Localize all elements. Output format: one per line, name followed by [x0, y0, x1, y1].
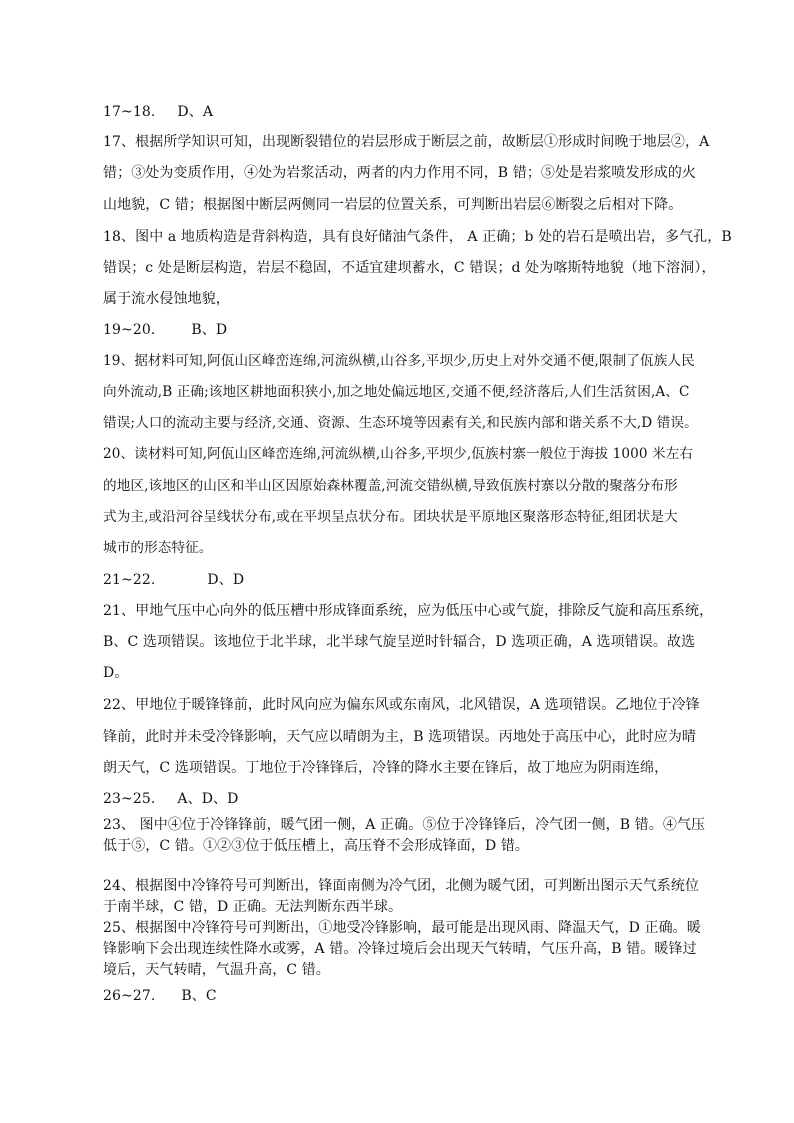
explanation-22-line-1: 22、甲地位于暖锋锋前，此时风向应为偏东风或东南风，北风错误，A 选项错误。乙地位于冷锋: [103, 697, 700, 713]
explanation-18-line-2: 错误；c 处是断层构造，岩层不稳固，不适宜建坝蓄水，C 错误；d 处为喀斯特地貌（地下溶洞），: [103, 260, 716, 276]
explanation-25-line-2: 锋影响下会出现连续性降水或雾，A 错。冷锋过境后会出现天气转晴，气压升高，B 错。暖锋过: [103, 941, 697, 957]
answer-line-17-18: [103, 102, 213, 122]
answer-line-19-20: [103, 320, 227, 340]
explanation-23-line-2: 低于⑤，C 错。①②③位于低压槽上，高压脊不会形成锋面，D 错。: [103, 838, 530, 854]
explanation-17-line-1: 17、根据所学知识可知，出现断裂错位的岩层形成于断层之前，故断层①形成时间晚于地层②，A: [103, 134, 710, 150]
explanation-25-line-1: 25、根据图中冷锋符号可判断出，①地受冷锋影响，最可能是出现风雨、降温天气，D 正确。暖: [103, 920, 701, 936]
explanation-19-line-2: 向外流动,B 正确;该地区耕地面积狭小,加之地处偏远地区,交通不便,经济落后,人们生活贫困,A、C: [103, 384, 690, 400]
explanation-19-line-3: 错误;人口的流动主要与经济,交通、资源、生态环境等因素有关,和民族内部和谐关系不大,D 错误。: [103, 415, 698, 431]
question-range: 23~25.: [103, 791, 156, 807]
explanation-18-line-3: 属于流水侵蚀地貌，: [103, 291, 230, 307]
explanation-24-line-1: 24、根据图中冷锋符号可判断出，锋面南侧为冷气团，北侧为暖气团，可判断出图示天气系统位: [103, 878, 700, 894]
explanation-20-line-3: 式为主,或沿河谷呈线状分布,或在平坝呈点状分布。团块状是平原地区聚落形态特征,组团状是大: [103, 509, 678, 525]
explanation-22-line-2: 锋前，此时并未受冷锋影响，天气应以晴朗为主，B 选项错误。丙地处于高压中心，此时应为晴: [103, 729, 697, 745]
explanation-19-line-1: 19、据材料可知,阿佤山区峰峦连绵,河流纵横,山谷多,平坝少,历史上对外交通不便,限制了佤族人民: [103, 353, 695, 369]
answer-key: D、D: [207, 572, 245, 588]
answer-line-21-22: [103, 570, 244, 590]
explanation-25-line-3: 境后，天气转晴，气温升高，C 错。: [103, 962, 330, 978]
answer-key: B、C: [181, 988, 217, 1004]
explanation-24-line-2: 于南半球，C 错，D 正确。无法判断东西半球。: [103, 899, 403, 915]
explanation-20-line-1: 20、读材料可知,阿佤山区峰峦连绵,河流纵横,山谷多,平坝少,佤族村寨一般位于海拔 1000 米左右: [103, 446, 694, 462]
explanation-20-line-4: 城市的形态特征。: [103, 540, 213, 556]
explanation-21-line-1: 21、甲地气压中心向外的低压槽中形成锋面系统，应为低压中心或气旋，排除反气旋和高压系统，: [103, 603, 714, 619]
explanation-17-line-3: 山地貌，C 错；根据图中断层两侧同一岩层的位置关系，可判断出岩层⑥断裂之后相对下降。: [103, 197, 683, 213]
question-range: 21~22.: [103, 572, 156, 588]
question-range: 19~20.: [103, 322, 156, 338]
answer-key: D、A: [177, 104, 214, 120]
explanation-18-line-1: 18、图中 a 地质构造是背斜构造，具有良好储油气条件， A 正确；b 处的岩石是喷出岩，多气孔，B: [103, 229, 732, 245]
answer-key: A、D、D: [177, 791, 239, 807]
answer-line-23-25: [103, 789, 238, 809]
explanation-17-line-2: 错；③处为变质作用，④处为岩浆活动，两者的内力作用不同，B 错；⑤处是岩浆喷发形成的火: [103, 165, 697, 181]
explanation-22-line-3: 朗天气，C 选项错误。丁地位于冷锋锋后，冷锋的降水主要在锋后，故丁地应为阴雨连绵，: [103, 760, 669, 776]
explanation-21-line-3: D。: [103, 665, 129, 681]
explanation-21-line-2: B、C 选项错误。该地位于北半球，北半球气旋呈逆时针辐合，D 选项正确，A 选项错误。故选: [103, 634, 696, 650]
explanation-20-line-2: 的地区,该地区的山区和半山区因原始森林覆盖,河流交错纵横,导致佤族村寨以分散的聚落分布形: [103, 478, 678, 494]
question-range: 17~18.: [103, 104, 156, 120]
answer-line-26-27: [103, 986, 217, 1006]
question-range: 26~27.: [103, 988, 156, 1004]
answer-key: B、D: [191, 322, 228, 338]
explanation-23-line-1: 23、 图中④位于冷锋锋前，暖气团一侧，A 正确。⑤位于冷锋锋后，冷气团一侧，B 错。④气压: [103, 817, 706, 833]
